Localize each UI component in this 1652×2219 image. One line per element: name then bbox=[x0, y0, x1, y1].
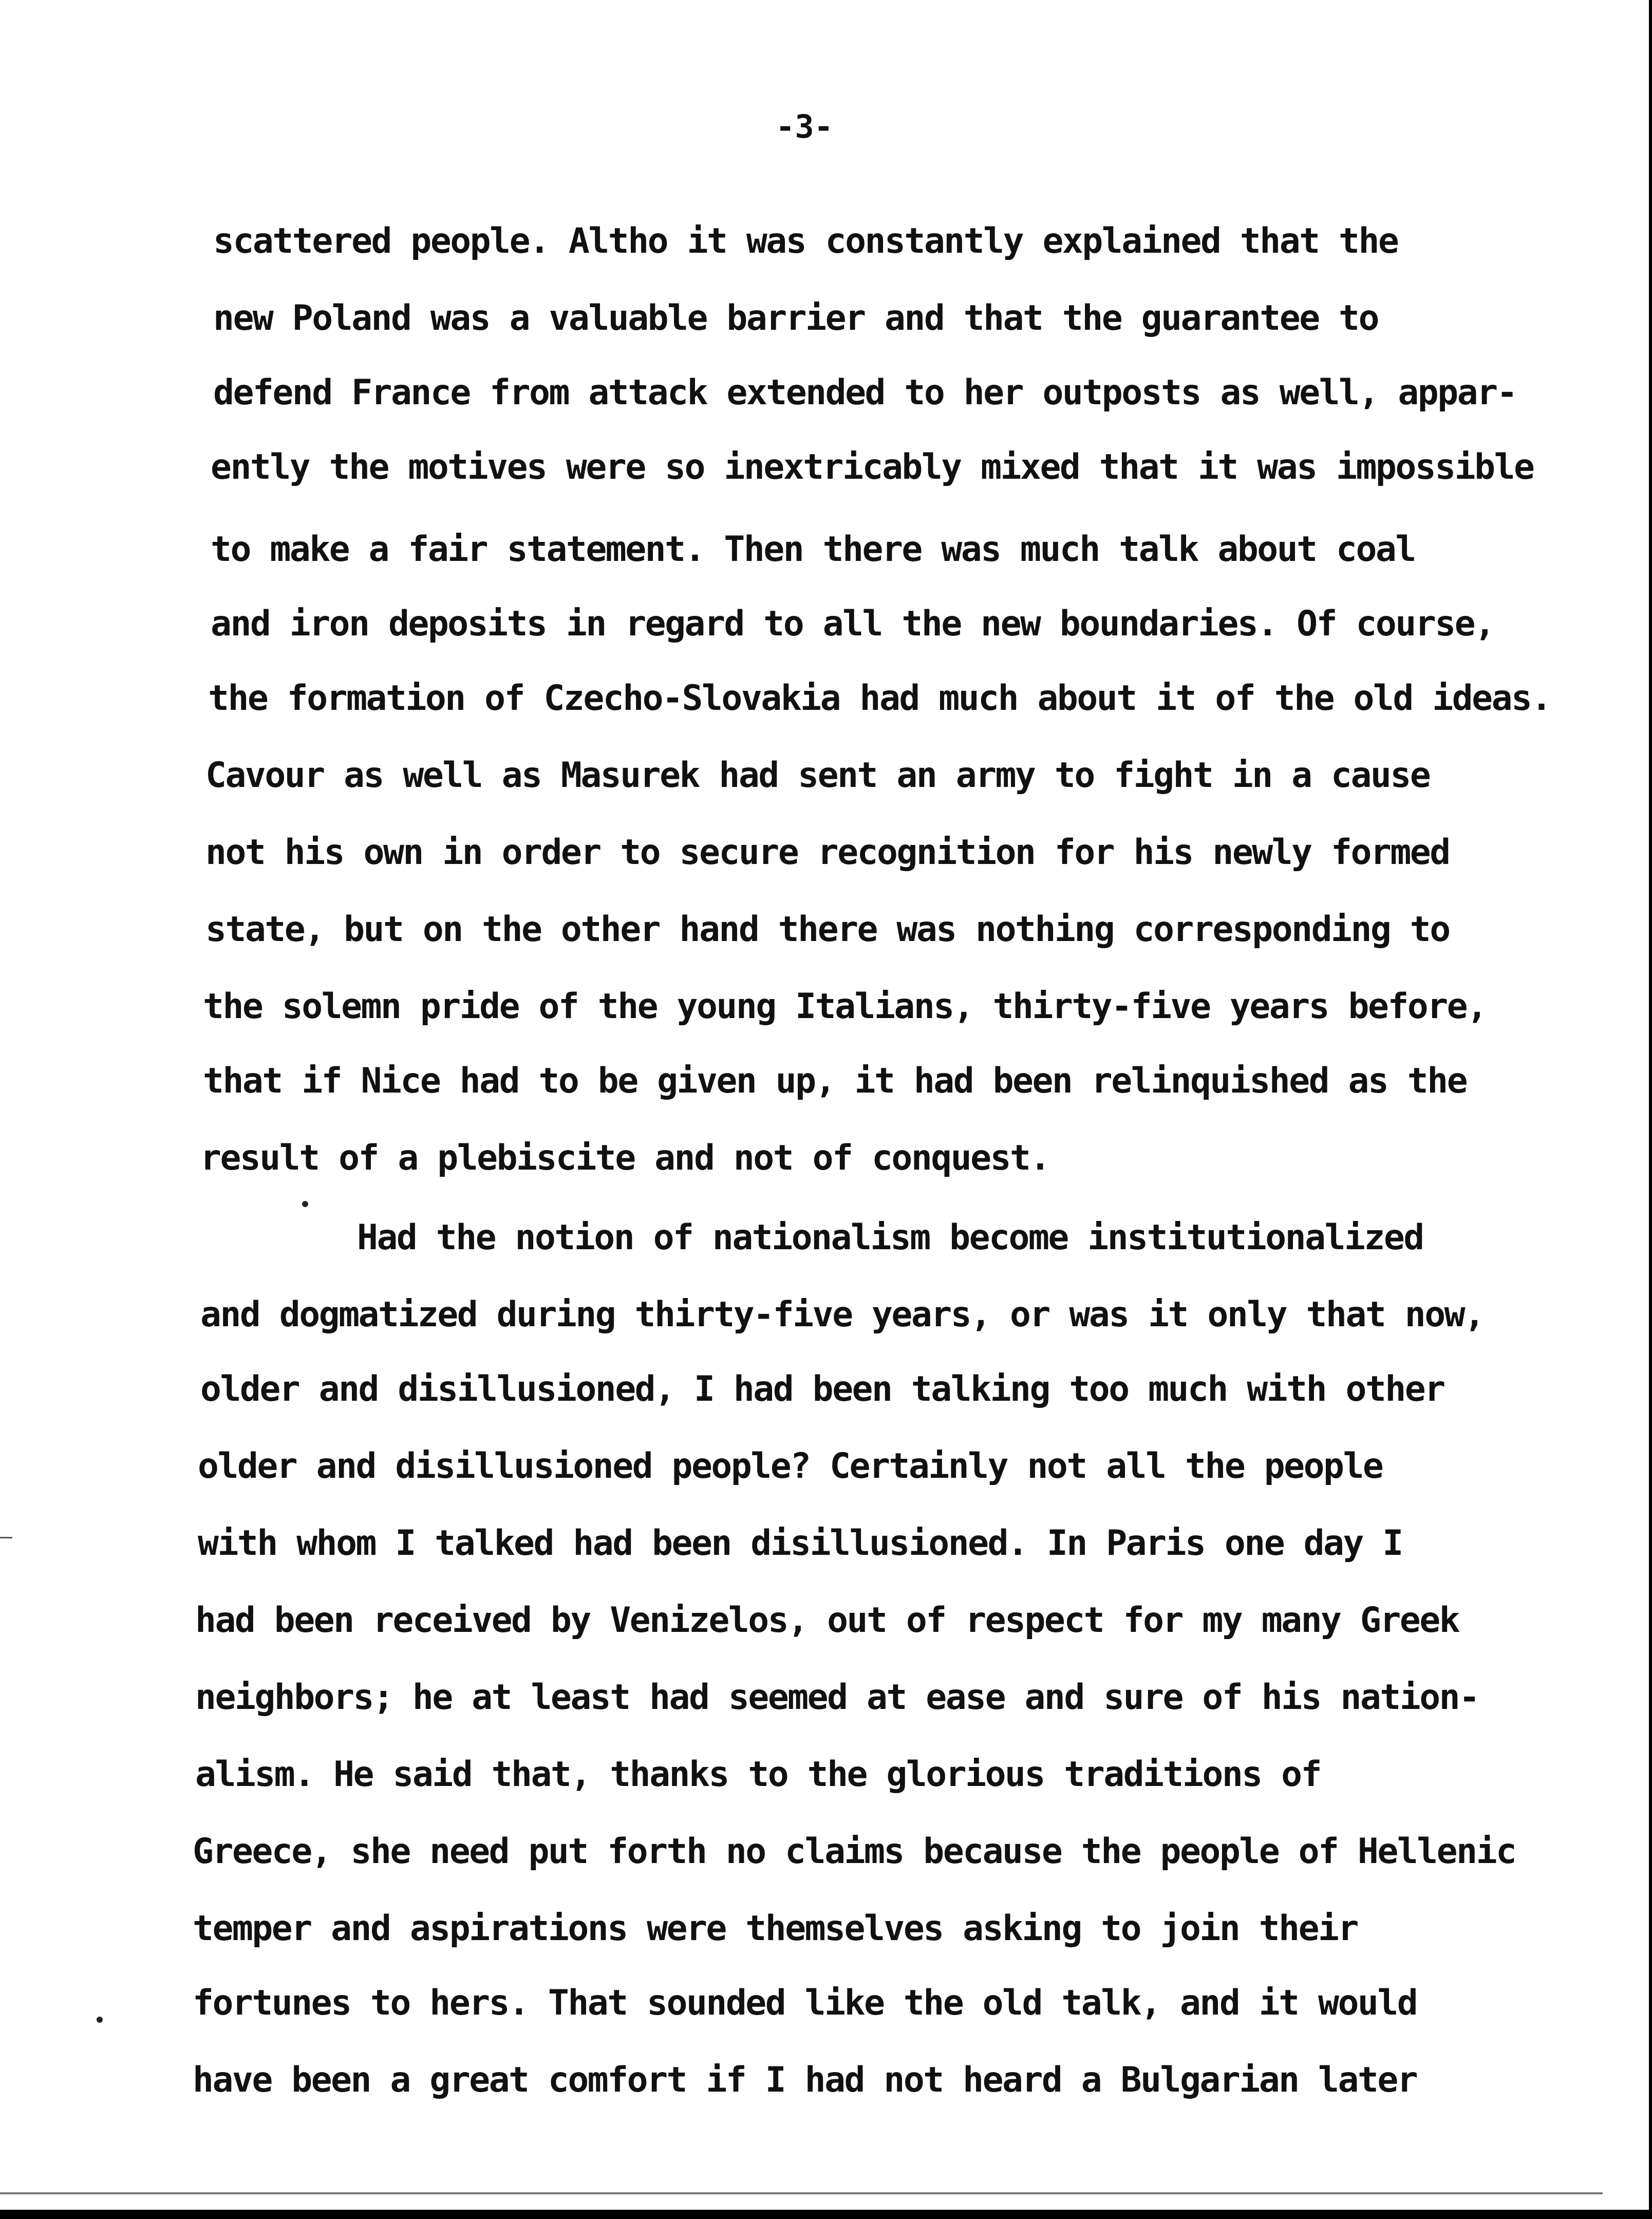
ink-speck bbox=[97, 2017, 103, 2023]
scan-bottom-edge bbox=[0, 2210, 1652, 2219]
text-line: and dogmatized during thirty-five years, or was it only that now, bbox=[200, 1294, 1484, 1335]
text-line: new Poland was a valuable barrier and that the guarantee to bbox=[213, 298, 1378, 339]
text-line: with whom I talked had been disillusioned. In Paris one day I bbox=[198, 1523, 1402, 1564]
text-line: scattered people. Altho it was constantly explained that the bbox=[213, 221, 1398, 261]
ink-speck bbox=[302, 1201, 308, 1207]
text-line: alism. He said that, thanks to the glorious traditions of bbox=[195, 1754, 1321, 1795]
text-line: that if Nice had to be given up, it had been relinquished as the bbox=[203, 1061, 1467, 1101]
text-line: ently the motives were so inextricably mixed that it was impossible bbox=[211, 447, 1534, 487]
text-line: defend France from attack extended to her outposts as well, appar- bbox=[213, 372, 1517, 413]
text-line: the solemn pride of the young Italians, thirty-five years before, bbox=[203, 986, 1487, 1027]
text-line: older and disillusioned, I had been talking too much with other bbox=[200, 1369, 1444, 1409]
text-line: older and disillusioned people? Certainly not all the people bbox=[198, 1446, 1383, 1487]
text-line: and iron deposits in regard to all the new boundaries. Of course, bbox=[211, 604, 1494, 644]
text-line: to make a fair statement. Then there was much talk about coal bbox=[211, 529, 1415, 570]
text-line: state, but on the other hand there was nothing corresponding to bbox=[205, 909, 1450, 950]
page-number: -3- bbox=[776, 108, 833, 145]
text-line: had been received by Venizelos, out of respect for my many Greek bbox=[195, 1600, 1459, 1641]
text-line: temper and aspirations were themselves asking to join their bbox=[193, 1908, 1358, 1949]
margin-mark bbox=[0, 1537, 12, 1538]
text-line: the formation of Czecho-Slovakia had much about it of the old ideas. bbox=[208, 678, 1551, 719]
text-line: result of a plebiscite and not of conquest. bbox=[200, 1138, 1049, 1178]
text-line: Cavour as well as Masurek had sent an army to fight in a cause bbox=[205, 755, 1430, 796]
scan-right-edge bbox=[1649, 0, 1652, 2219]
text-line: neighbors; he at least had seemed at ease and sure of his nation- bbox=[195, 1677, 1479, 1718]
text-line: Greece, she need put forth no claims because the people of Hellenic bbox=[193, 1831, 1516, 1872]
scan-bottom-rule bbox=[0, 2192, 1603, 2194]
text-line: Had the notion of nationalism become institutionalized bbox=[357, 1217, 1423, 1258]
text-line: have been a great comfort if I had not heard a Bulgarian later bbox=[193, 2060, 1417, 2100]
text-line: fortunes to hers. That sounded like the old talk, and it would bbox=[193, 1983, 1417, 2023]
text-line: not his own in order to secure recognition for his newly formed bbox=[205, 832, 1450, 873]
